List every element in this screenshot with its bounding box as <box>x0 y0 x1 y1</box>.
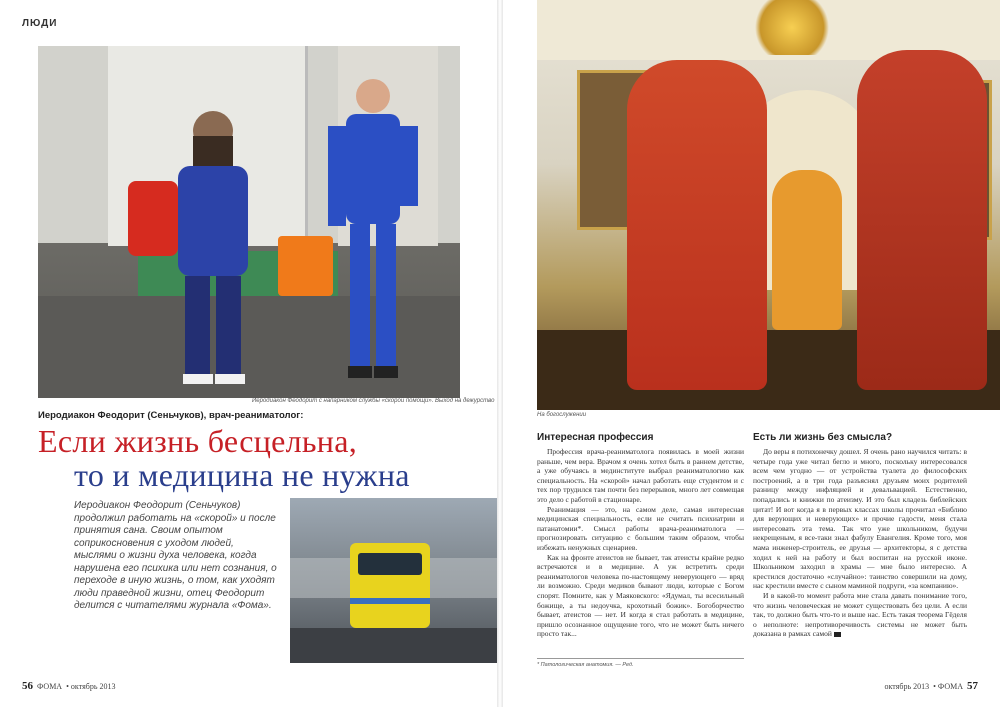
headline <box>38 424 478 492</box>
issue-date: октябрь 2013 <box>884 682 930 691</box>
lede: Иеродиакон Феодорит (Сеньчуков) продолжил работать на «скорой» и после принятия сана. Своим опытом соприкосновения с уходом людей, мыслями о жизни духа человека, когда нарушена его психика или нет сознания, о переходе в иную жизнь, о том, как уходят люди праведной жизни, отец Феодорит делится с читателями журнала «Фома». <box>74 500 277 611</box>
column1-paragraph: Профессия врача-реаниматолога появилась в моей жизни раньше, чем вера. Врачом я очень хотел быть в раннем детстве, а уже обучаясь в мединституте выбрал реаниматологию как специальность. На «скорой» начал работать еще студентом и с тех пор трудился там почти без перерывов, много лет совмещая это дело с работой в стационаре. <box>537 447 744 504</box>
continued-mark <box>834 632 841 637</box>
footer-right: октябрь 2013 • ФОМА 57 <box>884 680 978 692</box>
page-number: 56 <box>22 680 33 692</box>
magazine-name: ФОМА <box>937 682 963 691</box>
headline-line-1: Если жизнь бесцельна, <box>38 423 358 459</box>
left-page <box>0 0 497 707</box>
photo-medics <box>38 46 460 398</box>
photo-caption: Иеродиакон Феодорит с напарником службы «скорой помощи». Выход на дежурство <box>252 398 495 404</box>
magazine-name: ФОМА <box>37 682 63 691</box>
photo-caption-church: На богослужении <box>537 412 587 418</box>
footer-left: 56 ФОМА • октябрь 2013 <box>22 680 116 692</box>
photo-ambulance <box>290 498 498 663</box>
column1-paragraph: Реанимация — это, на самом деле, самая интересная медицинская специальность, если не считать психиатрии и патанатомии*. Смысл работы врача-реаниматолога — прогнозировать ситуацию с большим таким образом, чтобы избежать ненужных сценариев. <box>537 504 744 552</box>
column1-body <box>537 447 744 639</box>
column1-paragraph: Как на фронте атеистов не бывает, так атеисты крайне редко встречаются и в медицине. А уж встретить среди реаниматологов человека по-настоящему неверующего — вряд ли возможно. Среди медиков бывают люди, которые с Богом спорят. Помните, как у Маяковского: «Ядумал, ты всесильный божище, а ты недоучка, крохотный божик». Богоборчество бывает, атеистов — нет. И когда я стал работать в медицине, пришло осознанное ощущение того, что не может быть ничего просто так... <box>537 552 744 639</box>
column2-body <box>753 447 967 639</box>
footnote: * Патологическая анатомия. — Ред. <box>537 658 744 668</box>
photo-liturgy <box>537 0 1000 410</box>
kicker: Иеродиакон Феодорит (Сеньчуков), врач-реаниматолог: <box>38 410 304 421</box>
column2-paragraph: И в какой-то момент работа мне стала давать понимание того, что жизнь человеческая не может существовать без цели. А если так, то должно быть что-то и выше нас. Есть такая теорема Гёделя о неполноте: непротиворечивость системы не может быть доказана в рамках самой <box>753 590 967 639</box>
issue-date: октябрь 2013 <box>70 682 116 691</box>
section-tag: ЛЮДИ <box>22 18 58 29</box>
column1-heading: Интересная профессия <box>537 432 654 443</box>
column2-heading: Есть ли жизнь без смысла? <box>753 432 893 443</box>
headline-line-2: то и медицина не нужна <box>74 457 410 493</box>
column2-paragraph: До веры я потихонечку дошел. Я очень рано научился читать: в четыре года уже читал бегло и много, поскольку интересовался всем чем угодно — от устройства туалета до философских построений, а в три года разъяснял друзьям моих родителей разницу между инфляцией и девальвацией. Естественно, попадались и книжки по атеизму. И это был кладезь библейских цитат! И вот когда я в первых классах школы прочитал «Библию для верующих и неверующих» и прочие гадости, меня стала интересовать эта тема. Так что уже школьником, будучи некрещеным, я все-таки знал фабулу Евангелия. Кроме того, моя мама инженер-строитель, ее друзья — архитекторы, я с детства ходил к ней на работу и был воспитан на русской иконе. Школьником заходил в храмы — мне было интересно. А крестился достаточно «случайно»: таинство совершили на дому, нас крестили вместе с сыном маминой подруги, «за компанию». <box>753 447 967 591</box>
right-page <box>503 0 1000 707</box>
page-number: 57 <box>967 680 978 692</box>
